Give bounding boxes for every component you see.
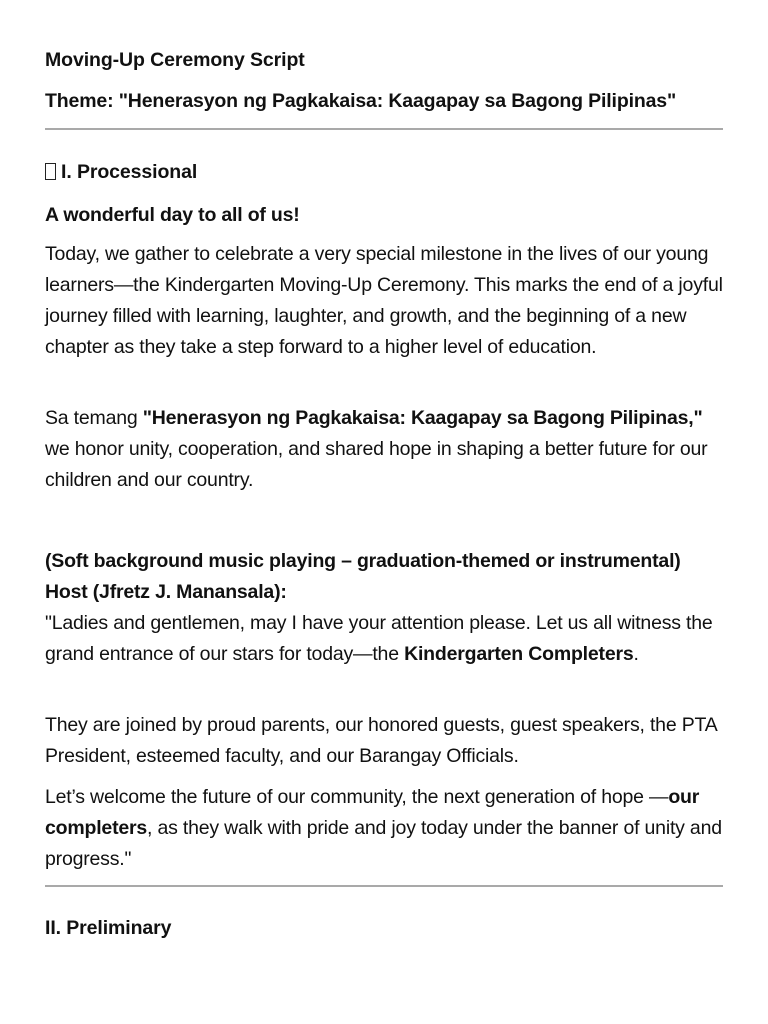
paragraph-guests: They are joined by proud parents, our honored guests, guest speakers, the PTA President, esteemed faculty, and our Barangay Officials. [45,714,717,767]
stage-cue: (Soft background music playing – graduation-themed or instrumental) [45,550,681,572]
divider [45,128,723,130]
paragraph-theme-emphasis: "Henerasyon ng Pagkakaisa: Kaagapay sa Bagong Pilipinas," [142,407,703,429]
divider [45,885,723,887]
section-heading-preliminary: II. Preliminary [45,917,172,939]
paragraph-welcome-emphasis: our completers [45,786,700,839]
paragraph-entrance-lead: "Ladies and gentlemen, may I have your attention please. Let us all witness the grand entrance of our stars for today—the [45,612,713,665]
paragraph-theme-lead: Sa temang [45,407,143,429]
document-theme: Theme: "Henerasyon ng Pagkakaisa: Kaagapay sa Bagong Pilipinas" [45,90,677,112]
document-title: Moving-Up Ceremony Script [45,49,305,71]
paragraph-welcome-lead: Let’s welcome the future of our community, the next generation of hope — [45,786,669,808]
paragraph-welcome-rest: , as they walk with pride and joy today under the banner of unity and progress." [45,817,722,870]
section-heading-text: I. Processional [61,161,198,183]
paragraph-theme-rest: we honor unity, cooperation, and shared hope in shaping a better future for our children and our country. [45,438,708,491]
host-label: Host (Jfretz J. Manansala): [45,581,287,603]
missing-glyph-icon [45,163,56,180]
paragraph-entrance-emphasis: Kindergarten Completers [404,643,634,665]
paragraph-theme [45,403,725,496]
section-heading-processional [45,161,197,184]
paragraph-intro: Today, we gather to celebrate a very special milestone in the lives of our young learners—the Kindergarten Moving-Up Ceremony. This marks the end of a joyful journey filled with learning, laughter, and growth, and the beginning of a new chapter as they take a step forward to a higher level of education. [45,243,723,358]
paragraph-entrance-rest: . [633,643,639,665]
greeting: A wonderful day to all of us! [45,204,300,226]
paragraph-welcome [45,782,725,875]
paragraph-entrance [45,608,725,670]
